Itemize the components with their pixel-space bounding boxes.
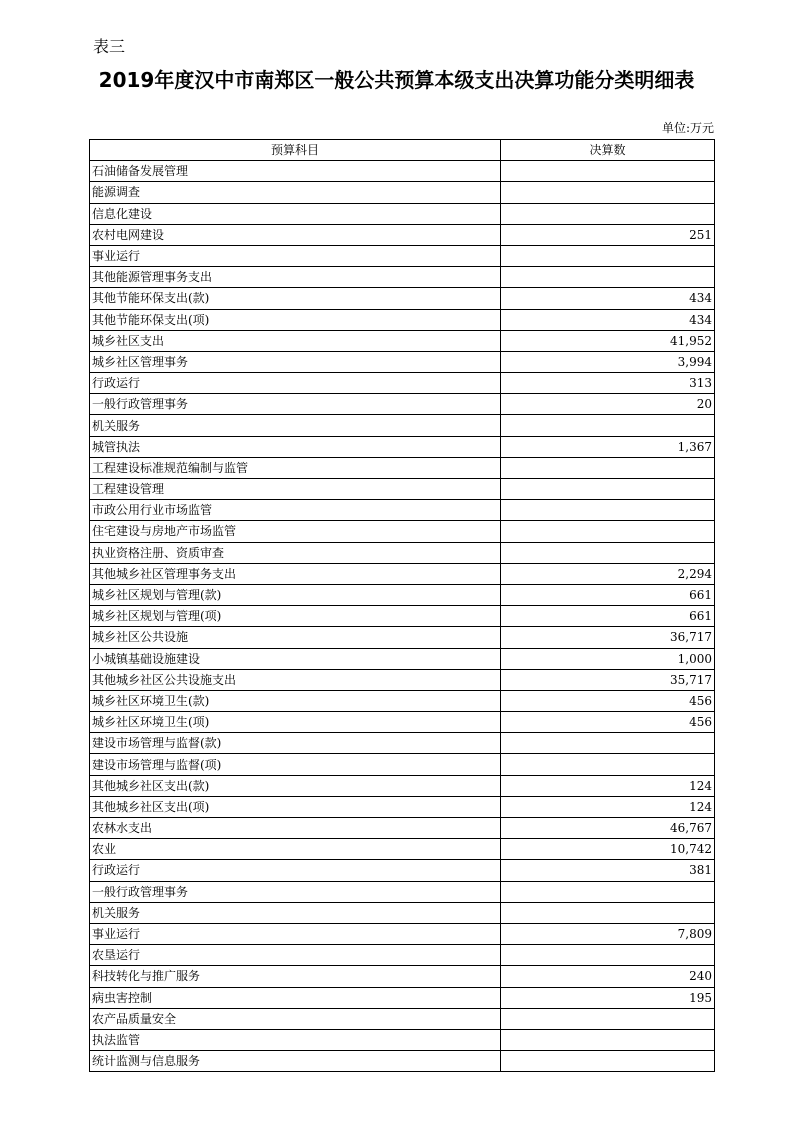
- table-row: [90, 818, 715, 839]
- column-header-amount: 决算数: [501, 140, 715, 161]
- subject-cell: 机关服务: [90, 902, 501, 923]
- subject-cell: 城乡社区规划与管理(款): [90, 584, 501, 605]
- amount-cell: [501, 161, 715, 182]
- amount-cell: [501, 902, 715, 923]
- table-row: [90, 161, 715, 182]
- table-row: [90, 754, 715, 775]
- subject-cell: 农林水支出: [90, 818, 501, 839]
- subject-cell: 其他节能环保支出(款): [90, 288, 501, 309]
- amount-cell: 10,742: [501, 839, 715, 860]
- amount-cell: 3,994: [501, 351, 715, 372]
- table-row: [90, 923, 715, 944]
- amount-cell: 434: [501, 288, 715, 309]
- subject-cell: 一般行政管理事务: [90, 394, 501, 415]
- subject-cell: 统计监测与信息服务: [90, 1051, 501, 1072]
- table-row: [90, 860, 715, 881]
- table-row: [90, 945, 715, 966]
- subject-cell: 农垦运行: [90, 945, 501, 966]
- amount-cell: [501, 1029, 715, 1050]
- subject-cell: 城乡社区环境卫生(项): [90, 712, 501, 733]
- amount-cell: 251: [501, 224, 715, 245]
- subject-cell: 小城镇基础设施建设: [90, 648, 501, 669]
- amount-cell: [501, 945, 715, 966]
- subject-cell: 能源调查: [90, 182, 501, 203]
- subject-cell: 事业运行: [90, 245, 501, 266]
- table-row: [90, 966, 715, 987]
- table-row: [90, 1029, 715, 1050]
- table-row: [90, 351, 715, 372]
- unit-label: 单位:万元: [661, 121, 714, 135]
- table-row: [90, 415, 715, 436]
- table-row: [90, 606, 715, 627]
- amount-cell: 124: [501, 775, 715, 796]
- table-row: [90, 500, 715, 521]
- subject-cell: 一般行政管理事务: [90, 881, 501, 902]
- subject-cell: 科技转化与推广服务: [90, 966, 501, 987]
- subject-cell: 城乡社区规划与管理(项): [90, 606, 501, 627]
- subject-cell: 病虫害控制: [90, 987, 501, 1008]
- page-title: 2019年度汉中市南郑区一般公共预算本级支出决算功能分类明细表: [98, 68, 695, 92]
- amount-cell: 2,294: [501, 563, 715, 584]
- amount-cell: 313: [501, 373, 715, 394]
- table-row: [90, 584, 715, 605]
- amount-cell: [501, 203, 715, 224]
- amount-cell: [501, 415, 715, 436]
- table-row: [90, 648, 715, 669]
- table-row: [90, 245, 715, 266]
- subject-cell: 城乡社区环境卫生(款): [90, 690, 501, 711]
- amount-cell: 7,809: [501, 923, 715, 944]
- subject-cell: 信息化建设: [90, 203, 501, 224]
- amount-cell: [501, 182, 715, 203]
- amount-cell: 456: [501, 690, 715, 711]
- subject-cell: 农村电网建设: [90, 224, 501, 245]
- subject-cell: 城管执法: [90, 436, 501, 457]
- table-row: [90, 182, 715, 203]
- amount-cell: 661: [501, 606, 715, 627]
- amount-cell: 46,767: [501, 818, 715, 839]
- subject-cell: 其他城乡社区支出(项): [90, 796, 501, 817]
- table-row: [90, 203, 715, 224]
- amount-cell: 456: [501, 712, 715, 733]
- table-row: [90, 288, 715, 309]
- subject-cell: 建设市场管理与监督(项): [90, 754, 501, 775]
- amount-cell: [501, 1051, 715, 1072]
- table-row: [90, 309, 715, 330]
- amount-cell: [501, 521, 715, 542]
- table-row: [90, 521, 715, 542]
- subject-cell: 石油储备发展管理: [90, 161, 501, 182]
- subject-cell: 其他节能环保支出(项): [90, 309, 501, 330]
- subject-cell: 工程建设管理: [90, 479, 501, 500]
- subject-cell: 农业: [90, 839, 501, 860]
- subject-cell: 建设市场管理与监督(款): [90, 733, 501, 754]
- subject-cell: 执法监管: [90, 1029, 501, 1050]
- table-body: [90, 161, 715, 1072]
- amount-cell: 36,717: [501, 627, 715, 648]
- table-row: [90, 479, 715, 500]
- table-row: [90, 1051, 715, 1072]
- table-row: [90, 690, 715, 711]
- amount-cell: 434: [501, 309, 715, 330]
- table-row: [90, 839, 715, 860]
- table-row: [90, 669, 715, 690]
- subject-cell: 执业资格注册、资质审查: [90, 542, 501, 563]
- subject-cell: 市政公用行业市场监管: [90, 500, 501, 521]
- subject-cell: 城乡社区支出: [90, 330, 501, 351]
- amount-cell: 35,717: [501, 669, 715, 690]
- subject-cell: 机关服务: [90, 415, 501, 436]
- budget-table: [89, 139, 715, 1072]
- table-row: [90, 987, 715, 1008]
- table-row: [90, 542, 715, 563]
- subject-cell: 行政运行: [90, 860, 501, 881]
- amount-cell: [501, 754, 715, 775]
- amount-cell: [501, 500, 715, 521]
- amount-cell: [501, 479, 715, 500]
- amount-cell: [501, 1008, 715, 1029]
- table-header-row: [90, 140, 715, 161]
- amount-cell: 1,000: [501, 648, 715, 669]
- subject-cell: 住宅建设与房地产市场监管: [90, 521, 501, 542]
- amount-cell: [501, 733, 715, 754]
- subject-cell: 其他城乡社区支出(款): [90, 775, 501, 796]
- table-row: [90, 563, 715, 584]
- table-row: [90, 457, 715, 478]
- amount-cell: [501, 457, 715, 478]
- table-row: [90, 733, 715, 754]
- amount-cell: 381: [501, 860, 715, 881]
- amount-cell: 20: [501, 394, 715, 415]
- table-row: [90, 436, 715, 457]
- table-row: [90, 330, 715, 351]
- table-row: [90, 224, 715, 245]
- column-header-subject: 预算科目: [90, 140, 501, 161]
- table-row: [90, 394, 715, 415]
- amount-cell: [501, 267, 715, 288]
- amount-cell: [501, 245, 715, 266]
- amount-cell: 1,367: [501, 436, 715, 457]
- table-row: [90, 775, 715, 796]
- table-row: [90, 796, 715, 817]
- subject-cell: 其他城乡社区管理事务支出: [90, 563, 501, 584]
- amount-cell: 124: [501, 796, 715, 817]
- amount-cell: 240: [501, 966, 715, 987]
- table-label: 表三: [93, 37, 126, 56]
- amount-cell: [501, 542, 715, 563]
- table-row: [90, 627, 715, 648]
- table-row: [90, 902, 715, 923]
- table-row: [90, 1008, 715, 1029]
- subject-cell: 其他城乡社区公共设施支出: [90, 669, 501, 690]
- table-row: [90, 712, 715, 733]
- amount-cell: [501, 881, 715, 902]
- subject-cell: 城乡社区公共设施: [90, 627, 501, 648]
- subject-cell: 其他能源管理事务支出: [90, 267, 501, 288]
- table-row: [90, 373, 715, 394]
- amount-cell: 661: [501, 584, 715, 605]
- subject-cell: 工程建设标准规范编制与监管: [90, 457, 501, 478]
- table-row: [90, 881, 715, 902]
- subject-cell: 行政运行: [90, 373, 501, 394]
- subject-cell: 事业运行: [90, 923, 501, 944]
- subject-cell: 农产品质量安全: [90, 1008, 501, 1029]
- amount-cell: 195: [501, 987, 715, 1008]
- table-row: [90, 267, 715, 288]
- amount-cell: 41,952: [501, 330, 715, 351]
- subject-cell: 城乡社区管理事务: [90, 351, 501, 372]
